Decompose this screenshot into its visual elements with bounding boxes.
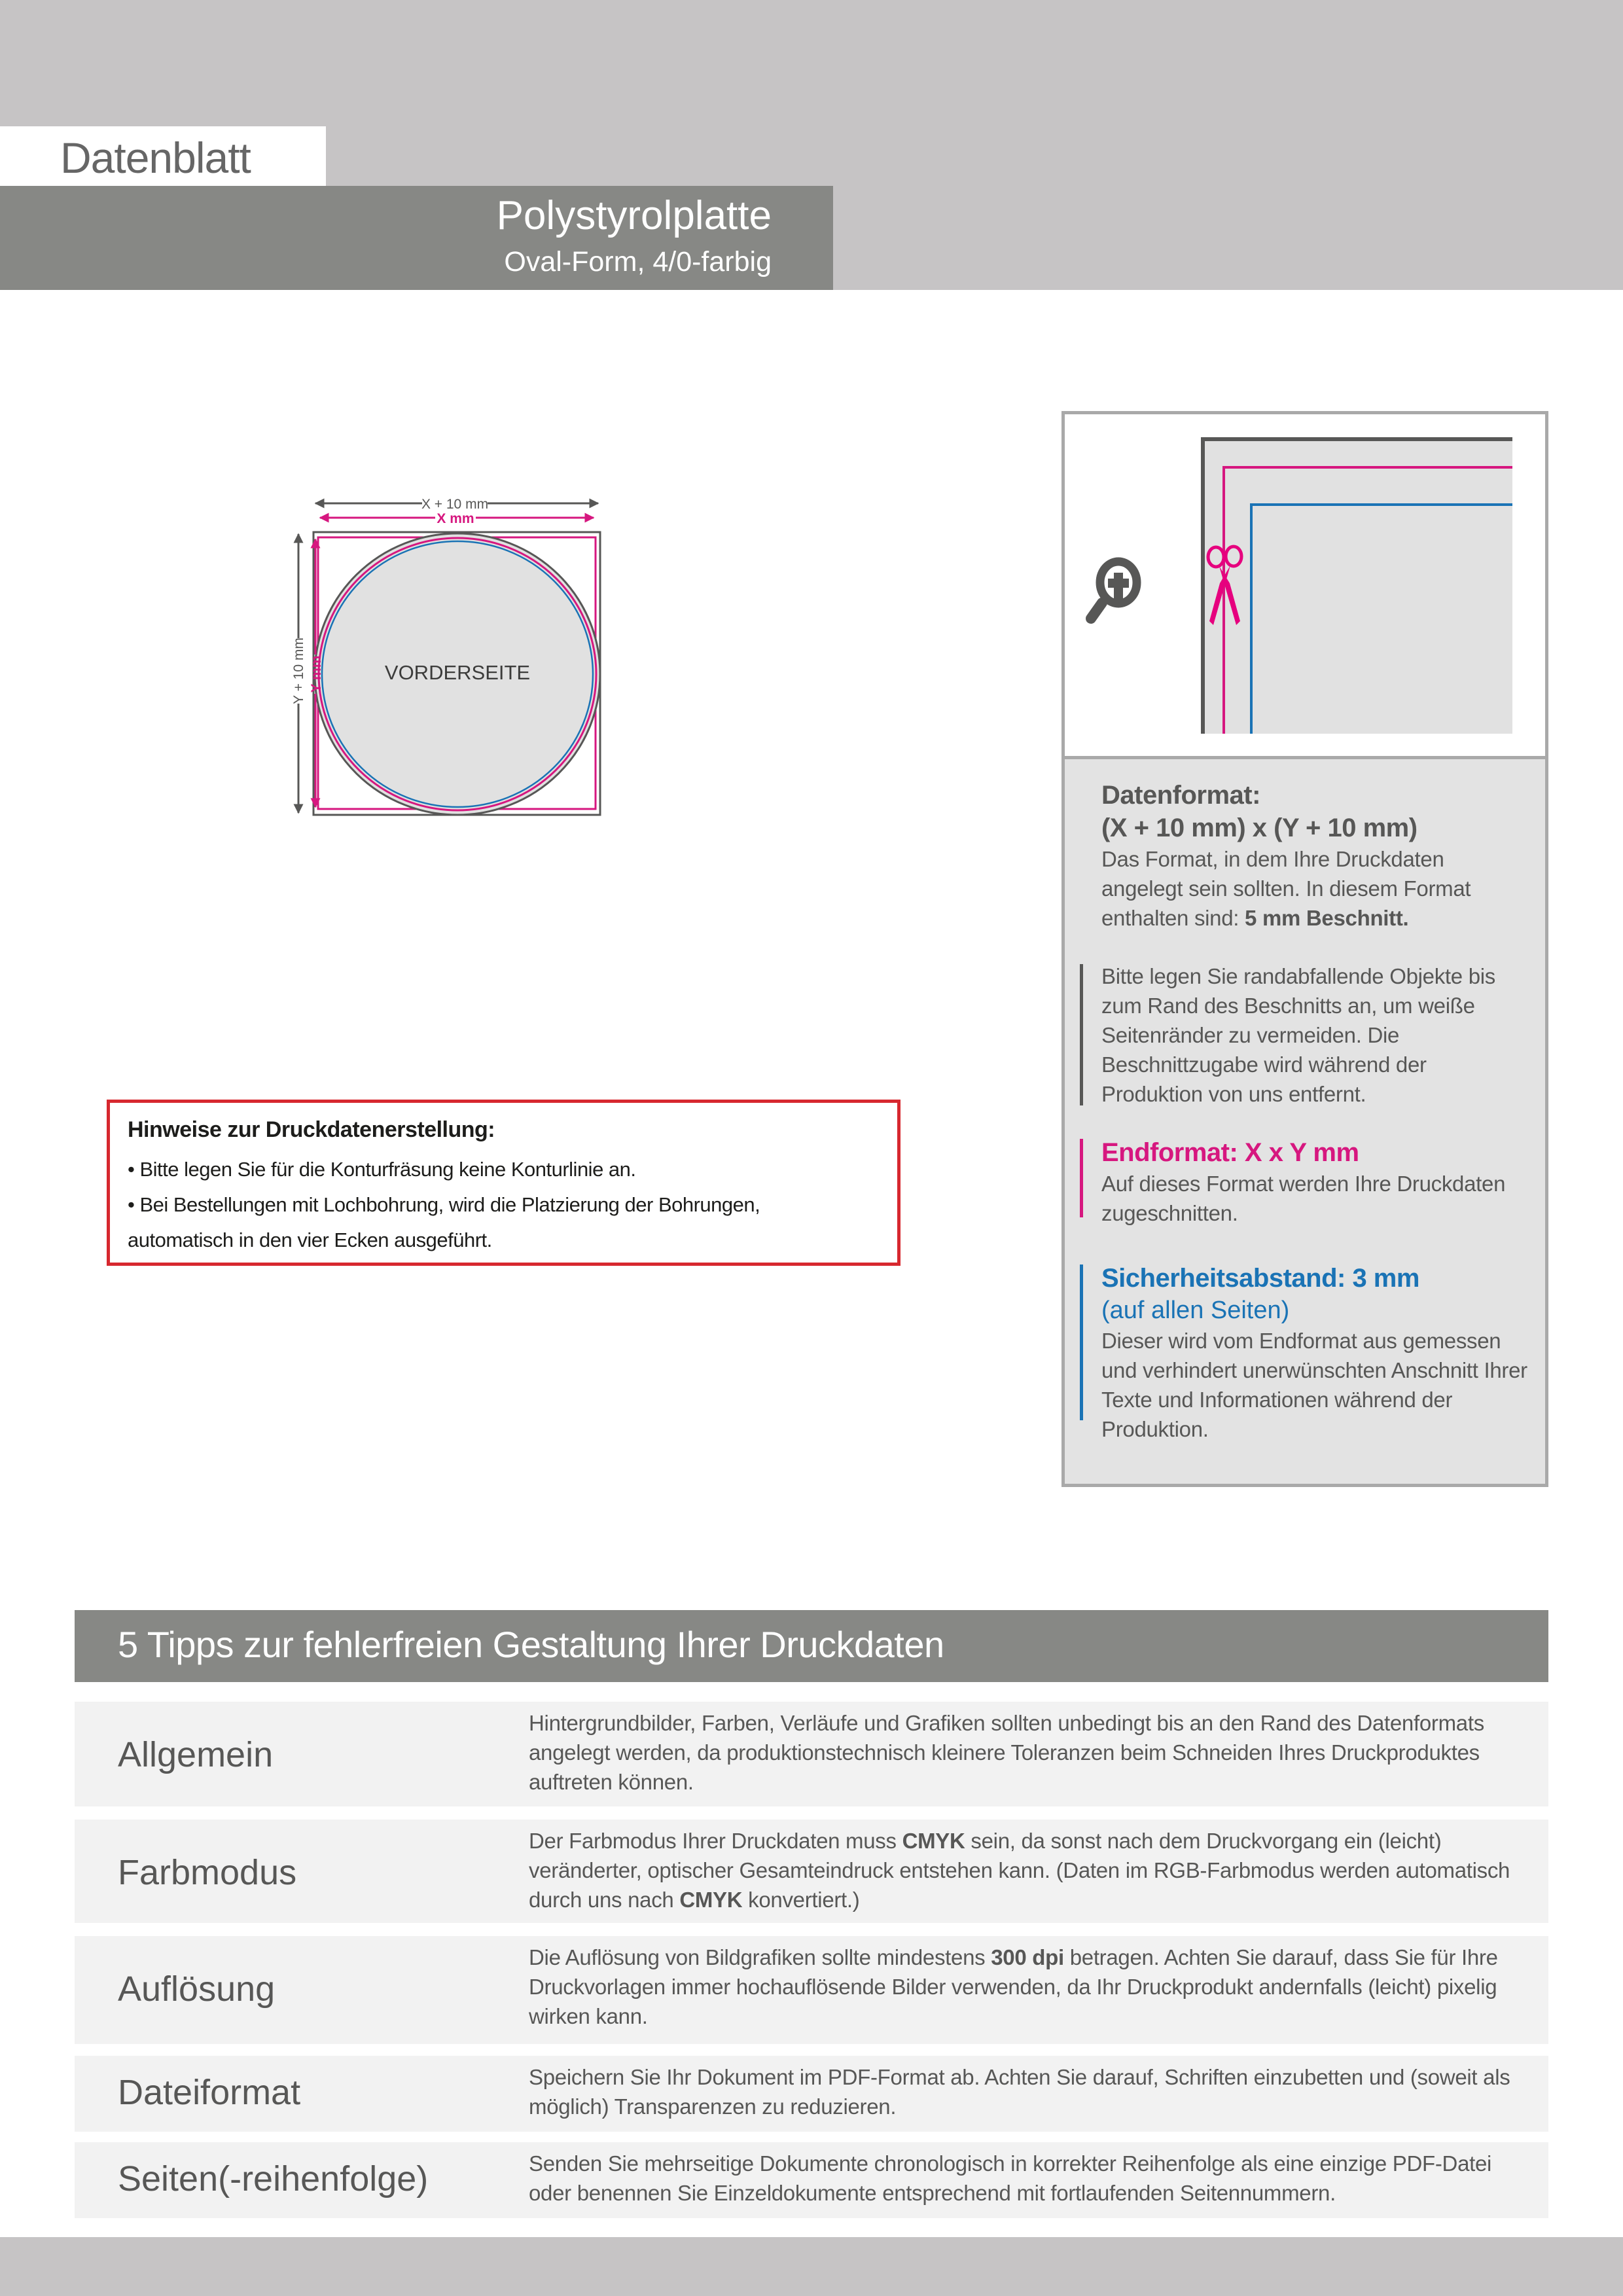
tip-text-part: Der Farbmodus Ihrer Druckdaten muss — [529, 1829, 902, 1853]
tip-text-bold: CMYK — [679, 1888, 743, 1912]
tip-text-part: Die Auflösung von Bildgrafiken sollte mindestens — [529, 1945, 991, 1969]
doc-type-label-box — [0, 126, 326, 186]
width-outer-label: X + 10 mm — [421, 497, 489, 512]
tip-label: Seiten(-reihenfolge) — [118, 2159, 429, 2198]
tip-text-bold: CMYK — [902, 1829, 965, 1853]
tip-text-part: betragen. Achten Sie darauf, dass Sie für Ihre Druckvorlagen immer hochauflösende Bilder verwenden, da Ihr Druckprodukt andernfalls (leicht) pixelig wirken kann. — [529, 1945, 1498, 2028]
tip-text — [529, 2149, 1537, 2208]
endformat-section — [1065, 1136, 1545, 1228]
height-inner-label: Y mm — [309, 655, 324, 693]
format-info-panel — [1061, 411, 1548, 1487]
tip-row — [75, 2056, 1548, 2132]
endformat-heading: Endformat: X x Y mm — [1101, 1138, 1359, 1167]
safety-subheading: (auf allen Seiten) — [1101, 1297, 1290, 1324]
front-side-label: VORDERSEITE — [384, 661, 531, 684]
datenformat-text — [1101, 844, 1527, 933]
endformat-text: Auf dieses Format werden Ihre Druckdaten zugeschnitten. — [1101, 1172, 1506, 1225]
height-outer-label: Y + 10 mm — [291, 637, 306, 704]
bleed-note-bar — [1080, 964, 1083, 1105]
tip-text-part: Speichern Sie Ihr Dokument im PDF-Format ab. Achten Sie darauf, Schriften einzubetten und (soweit als möglich) Transparenzen zu reduzieren. — [529, 2065, 1510, 2119]
datenformat-heading: Datenformat: — [1101, 781, 1260, 810]
tip-row — [75, 1936, 1548, 2044]
safety-bar — [1080, 1265, 1083, 1420]
product-title-bar — [0, 186, 833, 290]
print-hint-line: • Bei Bestellungen mit Lochbohrung, wird die Platzierung der Bohrungen, — [128, 1193, 760, 1216]
tip-label: Farbmodus — [118, 1853, 297, 1892]
print-hints-box — [107, 1100, 901, 1266]
footer-band — [0, 2237, 1623, 2296]
tip-label: Allgemein — [118, 1735, 274, 1774]
tip-text — [529, 1708, 1537, 1797]
format-info-text — [1065, 759, 1545, 1444]
zoom-in-icon — [1091, 562, 1137, 619]
bleed-illustration-svg — [1065, 414, 1545, 756]
datenformat-section — [1065, 759, 1545, 933]
tips-header — [75, 1610, 1548, 1682]
doc-type-label: Datenblatt — [60, 134, 251, 182]
print-hint-line: automatisch in den vier Ecken ausgeführt. — [128, 1229, 492, 1251]
safety-section — [1065, 1262, 1545, 1444]
print-hint-line: • Bitte legen Sie für die Konturfräsung keine Konturlinie an. — [128, 1158, 636, 1181]
datenformat-formula: (X + 10 mm) x (Y + 10 mm) — [1101, 814, 1418, 842]
tips-title: 5 Tipps zur fehlerfreien Gestaltung Ihrer Druckdaten — [118, 1624, 944, 1665]
bleed-illustration — [1065, 414, 1545, 759]
tip-text-bold: 300 dpi — [991, 1945, 1064, 1969]
datenformat-text-bold: 5 mm Beschnitt. — [1245, 906, 1409, 930]
datenformat-text-body: Das Format, in dem Ihre Druckdaten angelegt sein sollten. In diesem Format enthalten sind: — [1101, 847, 1471, 930]
tip-row — [75, 2142, 1548, 2218]
tip-label: Auflösung — [118, 1969, 276, 2009]
width-inner-label: X mm — [437, 511, 474, 526]
tip-text-part: sein, da sonst nach dem Druckvorgang ein (leicht) veränderter, optischer Gesamteindruck entstehen kann. (Daten im RGB-Farbmodus werden automatisch durch uns nach — [529, 1829, 1510, 1912]
bleed-area — [1201, 437, 1512, 734]
bleed-note-section — [1065, 961, 1545, 1109]
tip-text — [529, 1943, 1537, 2031]
product-title: Polystyrolplatte — [496, 193, 772, 238]
tip-text-part: konvertiert.) — [742, 1888, 860, 1912]
product-subtitle: Oval-Form, 4/0-farbig — [504, 246, 772, 278]
tip-label: Dateiformat — [118, 2073, 301, 2112]
safety-text: Dieser wird vom Endformat aus gemessen und verhindert unerwünschten Anschnitt Ihrer Texte und Informationen während der Produktion. — [1101, 1329, 1527, 1441]
tip-row — [75, 1820, 1548, 1923]
print-hints-title: Hinweise zur Druckdatenerstellung: — [128, 1117, 495, 1142]
bleed-note-text: Bitte legen Sie randabfallende Objekte bis zum Rand des Beschnitts an, um weiße Seitenränder zu vermeiden. Die Beschnittzugabe wird während der Produktion von uns entfernt. — [1101, 964, 1495, 1106]
tip-text — [529, 1826, 1537, 1914]
endformat-bar — [1080, 1139, 1083, 1217]
tip-row — [75, 1702, 1548, 1806]
header-band-right — [833, 186, 1623, 290]
tip-text — [529, 2062, 1537, 2121]
format-diagram-svg — [275, 484, 785, 916]
tip-text-part: Senden Sie mehrseitige Dokumente chronologisch in korrekter Reihenfolge als eine einzige PDF-Datei oder benennen Sie Einzeldokumente entsprechend mit fortlaufenden Seitennummern. — [529, 2151, 1492, 2205]
format-diagram — [275, 484, 785, 916]
safety-heading: Sicherheitsabstand: 3 mm — [1101, 1264, 1419, 1293]
tip-text-part: Hintergrundbilder, Farben, Verläufe und Grafiken sollten unbedingt bis an den Rand des Datenformats angelegt werden, da produktionstechnisch kleinere Toleranzen beim Schneiden Ihres Druckproduktes auftreten können. — [529, 1711, 1484, 1794]
